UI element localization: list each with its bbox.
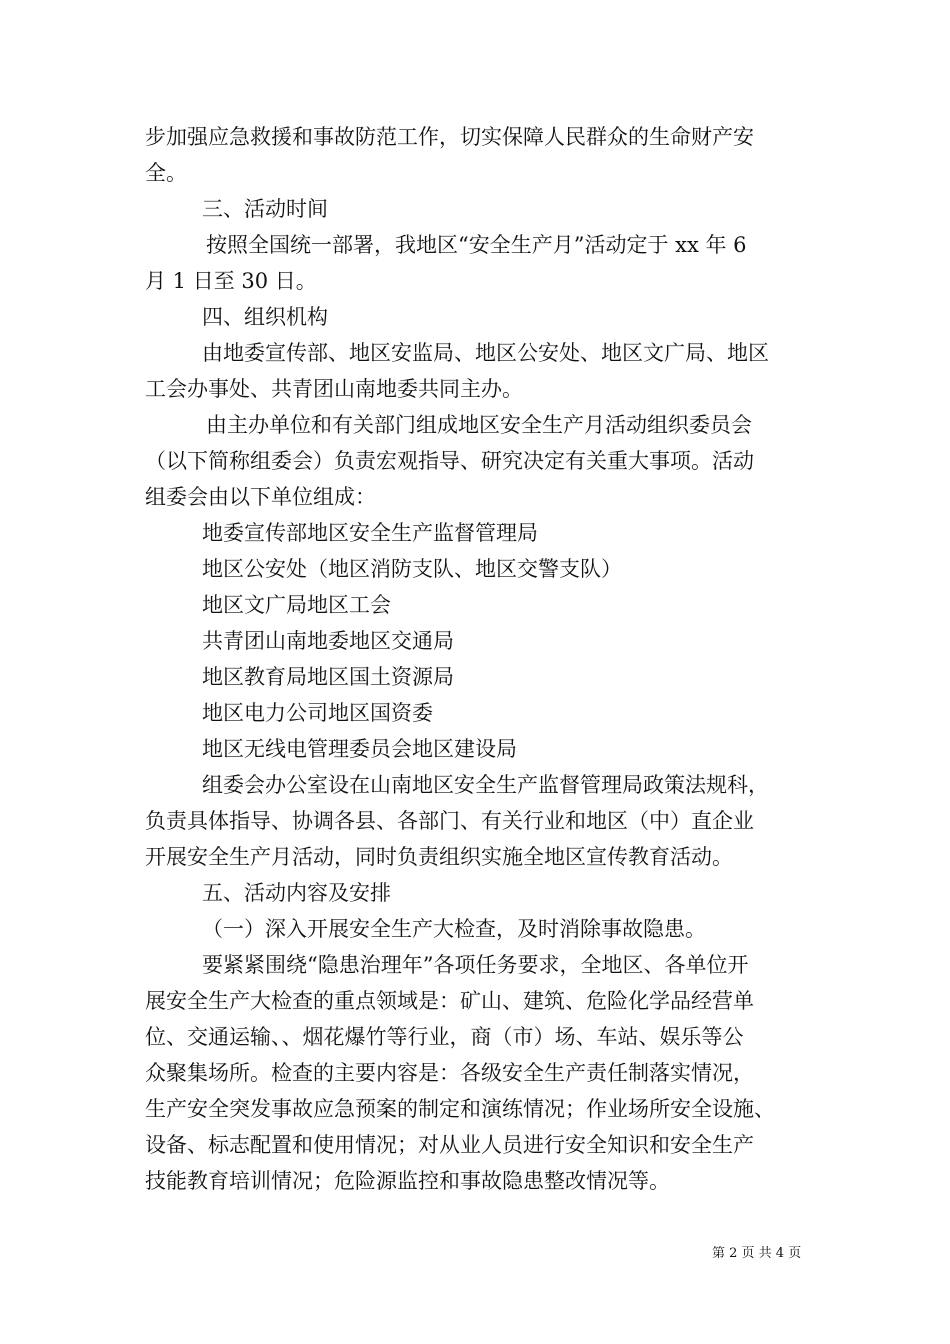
- section-heading: 三、活动时间: [202, 197, 328, 221]
- text-line: 开展安全生产月活动，同时负责组织实施全地区宣传教育活动。: [145, 845, 733, 869]
- text-line: 技能教育培训情况；危险源监控和事故隐患整改情况等。: [145, 1169, 670, 1193]
- list-item: 地委宣传部地区安全生产监督管理局: [202, 521, 538, 545]
- text-line: 月 1 日至 30 日。: [145, 269, 317, 293]
- text-line: 众聚集场所。检查的主要内容是：各级安全生产责任制落实情况，: [145, 1061, 754, 1085]
- text-line: 设备、标志配置和使用情况；对从业人员进行安全知识和安全生产: [145, 1133, 754, 1157]
- text-line: 生产安全突发事故应急预案的制定和演练情况；作业场所安全设施、: [145, 1097, 775, 1121]
- text-line: 由地委宣传部、地区安监局、地区公安处、地区文广局、地区: [202, 341, 769, 365]
- text-line: 负责具体指导、协调各县、各部门、有关行业和地区（中）直企业: [145, 809, 754, 833]
- section-heading: 五、活动内容及安排: [202, 881, 391, 905]
- subsection-heading: （一）深入开展安全生产大检查，及时消除事故隐患。: [202, 917, 706, 941]
- text-line: 要紧紧围绕“隐患治理年”各项任务要求，全地区、各单位开: [202, 953, 749, 977]
- page-number-footer: 第 2 页 共 4 页: [712, 1246, 802, 1261]
- list-item: 地区无线电管理委员会地区建设局: [202, 737, 517, 761]
- text-line: （以下简称组委会）负责宏观指导、研究决定有关重大事项。活动: [145, 449, 754, 473]
- text-line: 工会办事处、共青团山南地委共同主办。: [145, 377, 523, 401]
- section-heading: 四、组织机构: [202, 305, 328, 329]
- list-item: 地区公安处（地区消防支队、地区交警支队）: [202, 557, 622, 581]
- text-line: 步加强应急救援和事故防范工作，切实保障人民群众的生命财产安: [145, 125, 754, 149]
- text-line: 位、交通运输、、烟花爆竹等行业，商（市）场、车站、娱乐等公: [145, 1025, 744, 1049]
- text-line: 组委会办公室设在山南地区安全生产监督管理局政策法规科，: [202, 773, 769, 797]
- list-item: 地区电力公司地区国资委: [202, 701, 433, 725]
- list-item: 地区教育局地区国土资源局: [202, 665, 454, 689]
- text-line: 按照全国统一部署，我地区“安全生产月”活动定于 xx 年 6: [206, 233, 747, 257]
- text-line: 全。: [145, 161, 187, 185]
- text-line: 由主办单位和有关部门组成地区安全生产月活动组织委员会: [206, 413, 752, 437]
- list-item: 地区文广局地区工会: [202, 593, 391, 617]
- text-line: 组委会由以下单位组成：: [145, 485, 376, 509]
- text-line: 展安全生产大检查的重点领域是：矿山、建筑、危险化学品经营单: [145, 989, 754, 1013]
- list-item: 共青团山南地委地区交通局: [202, 629, 454, 653]
